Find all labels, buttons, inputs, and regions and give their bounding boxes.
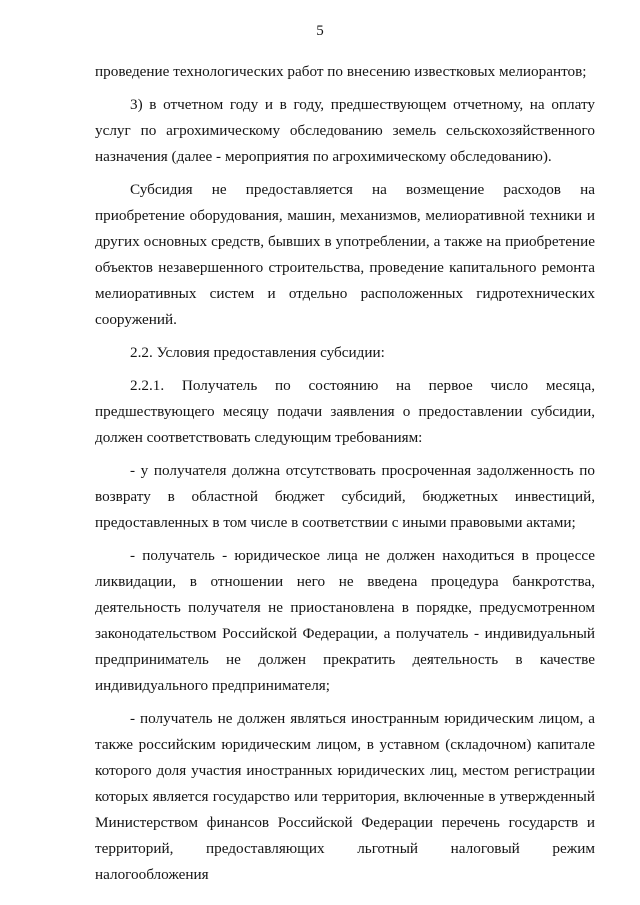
paragraph-exclusions: Субсидия не предоставляется на возмещение расходов на приобретение оборудования, машин, механизмов, мелиоративной техники и других основных средств, бывших в употреблении, а также на приобретение объектов незавершенного строительства, проведение капитального ремонта мелиоративных систем и отдельно расположенных гидротехнических сооружений.: [95, 181, 595, 328]
paragraph-item-3: 3) в отчетном году и в году, предшествующем отчетному, на оплату услуг по агрохимическому обследованию земель сельскохозяйственного назначения (далее - мероприятия по агрохимическому обследованию).: [95, 96, 595, 165]
page-number: 5: [316, 23, 324, 39]
document-body: [95, 59, 595, 895]
requirement-not-foreign: - получатель не должен являться иностранным юридическим лицом, а также российским юридическим лицом, в уставном (складочном) капитале которого доля участия иностранных юридических лиц, местом регистрации которых является государство или территория, включенные в утвержденный Министерством финансов Российской Федерации перечень государств и территорий, предоставляющих льготный налоговый режим налогообложения: [95, 710, 595, 883]
paragraph-2-2-1: 2.2.1. Получатель по состоянию на первое число месяца, предшествующего месяцу подачи заявления о предоставлении субсидии, должен соответствовать следующим требованиям:: [95, 377, 595, 446]
requirement-no-debt: - у получателя должна отсутствовать просроченная задолженность по возврату в областной бюджет субсидий, бюджетных инвестиций, предоставленных в том числе в соответствии с иными правовыми актами;: [95, 462, 595, 531]
requirement-no-liquidation: - получатель - юридическое лица не должен находиться в процессе ликвидации, в отношении него не введена процедура банкротства, деятельность получателя не приостановлена в порядке, предусмотренном законодательством Российской Федерации, а получатель - индивидуальный предприниматель не должен прекратить деятельность в качестве индивидуального предпринимателя;: [95, 547, 595, 694]
section-heading-2-2: 2.2. Условия предоставления субсидии:: [130, 344, 385, 361]
paragraph-continuation: проведение технологических работ по внесению известковых мелиорантов;: [95, 63, 587, 80]
